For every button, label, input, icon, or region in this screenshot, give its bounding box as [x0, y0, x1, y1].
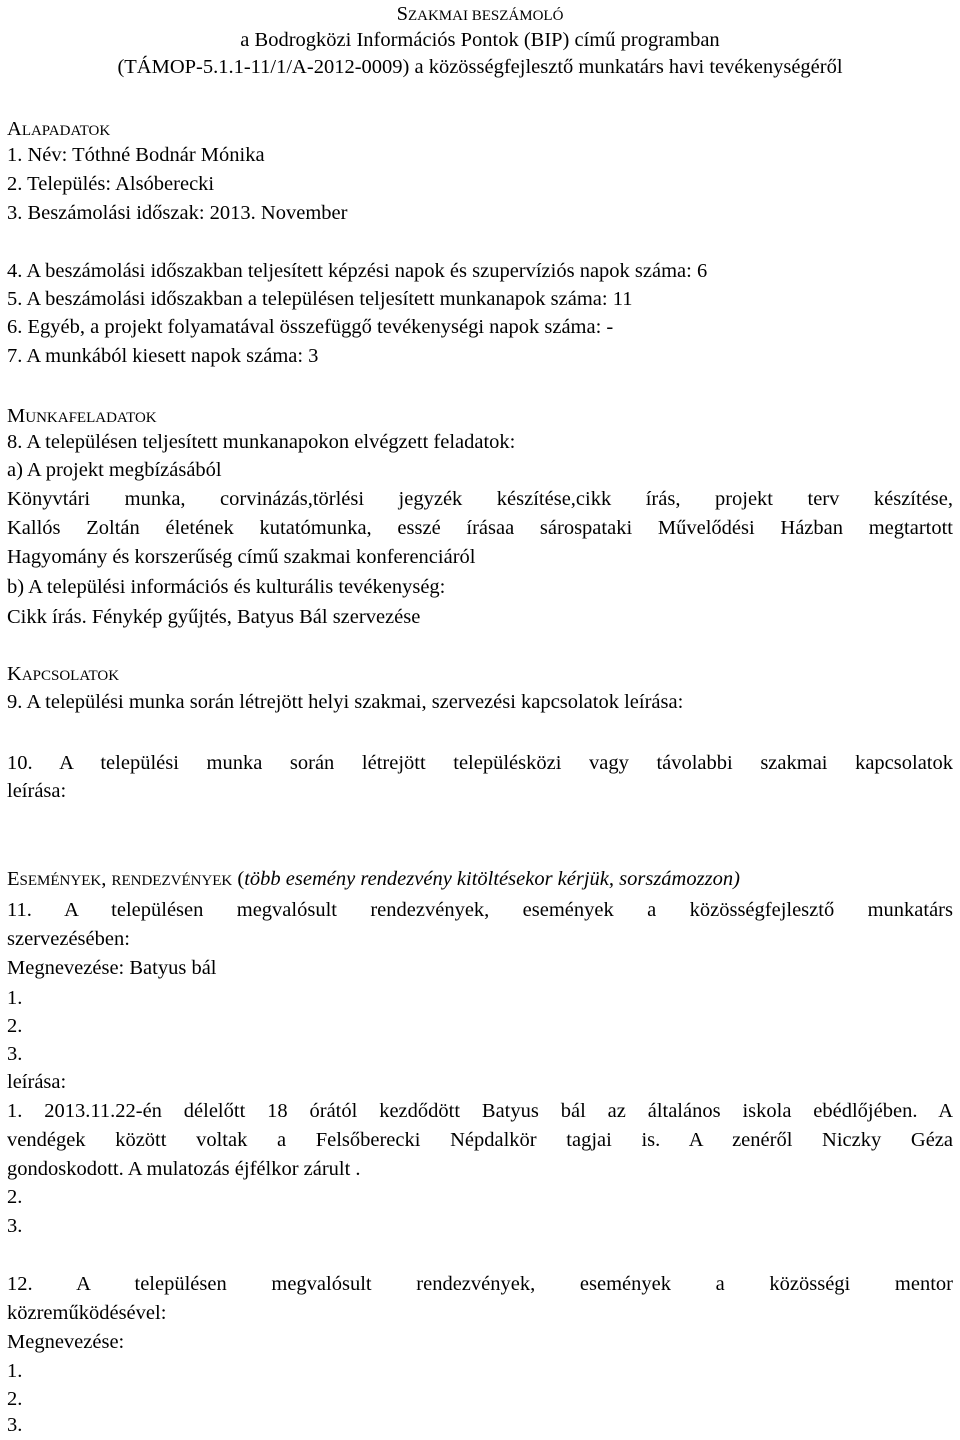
list-item: 1.	[7, 1360, 23, 1382]
item-kepzesi-napok: 4. A beszámolási időszakban teljesített képzési napok és szupervíziós napok száma: 6	[7, 260, 708, 282]
question-11-line: 11. A településen megvalósult rendezvények, események a közösségfejlesztő munkatárs	[7, 899, 953, 921]
list-item: 2.	[7, 1186, 23, 1208]
section-heading-alapadatok: ALAPADATOK	[7, 118, 111, 140]
list-item: 2.	[7, 1388, 23, 1410]
event-name: Megnevezése: Batyus bál	[7, 957, 217, 979]
item-telepules: 2. Település: Alsóberecki	[7, 173, 215, 195]
report-title: SZAKMAI BESZÁMOLÓ	[396, 3, 564, 25]
program-title: a Bodrogközi Információs Pontok (BIP) című programban	[240, 29, 720, 51]
list-item: 3.	[7, 1414, 23, 1436]
item-kiesett-napok: 7. A munkából kiesett napok száma: 3	[7, 345, 319, 367]
item-munkanapok: 5. A beszámolási időszakban a településen teljesített munkanapok száma: 11	[7, 288, 633, 310]
list-item: 3.	[7, 1215, 23, 1237]
event-description-line: vendégek között voltak a Felsőberecki Népdalkör tagjai is. A zenéről Niczky Géza	[7, 1129, 953, 1151]
question-10-line: leírása:	[7, 780, 67, 802]
description-label: leírása:	[7, 1071, 67, 1093]
section-heading-munkafeladatok: MUNKAFELADATOK	[7, 405, 157, 427]
question-9: 9. A települési munka során létrejött helyi szakmai, szervezési kapcsolatok leírása:	[7, 691, 684, 713]
list-item: 2.	[7, 1015, 23, 1037]
question-10-line: 10. A települési munka során létrejött településközi vagy távolabbi szakmai kapcsolatok	[7, 752, 953, 774]
question-8: 8. A településen teljesített munkanapokon elvégzett feladatok:	[7, 431, 516, 453]
section-heading-esemenyek: ESEMÉNYEK, RENDEZVÉNYEK (több esemény rendezvény kitöltésekor kérjük, sorszámozzon)	[7, 868, 740, 890]
question-12-line: 12. A településen megvalósult rendezvények, események a közösségi mentor	[7, 1273, 953, 1295]
subitem-b-label: b) A települési információs és kulturális tevékenység:	[7, 576, 446, 598]
question-12-line: közreműködésével:	[7, 1302, 167, 1324]
event-name: Megnevezése:	[7, 1331, 125, 1353]
subitem-a-text-line: Hagyomány és korszerűség című szakmai konferenciáról	[7, 546, 476, 568]
event-description-line: gondoskodott. A mulatozás éjfélkor zárult .	[7, 1158, 361, 1180]
event-description-line: 1. 2013.11.22-én délelőtt 18 órától kezdődött Batyus bál az általános iskola ebédlőjében. A	[7, 1100, 953, 1122]
item-egyeb-napok: 6. Egyéb, a projekt folyamatával összefüggő tevékenységi napok száma: -	[7, 316, 614, 338]
subitem-a-text-line: Kallós Zoltán életének kutatómunka, esszé írásaa sárospataki Művelődési Házban megtartott	[7, 517, 953, 539]
question-11-line: szervezésében:	[7, 928, 130, 950]
subitem-a-label: a) A projekt megbízásából	[7, 459, 222, 481]
list-item: 3.	[7, 1043, 23, 1065]
subitem-b-text: Cikk írás. Fénykép gyűjtés, Batyus Bál szervezése	[7, 606, 421, 628]
section-heading-kapcsolatok: KAPCSOLATOK	[7, 663, 120, 685]
item-idoszak: 3. Beszámolási időszak: 2013. November	[7, 202, 348, 224]
subitem-a-text-line: Könyvtári munka, corvinázás,törlési jegyzék készítése,cikk írás, projekt terv készítése,	[7, 488, 953, 510]
item-nev: 1. Név: Tóthné Bodnár Mónika	[7, 144, 265, 166]
program-code-line: (TÁMOP-5.1.1-11/1/A-2012-0009) a közösségfejlesztő munkatárs havi tevékenységéről	[117, 56, 843, 78]
list-item: 1.	[7, 987, 23, 1009]
